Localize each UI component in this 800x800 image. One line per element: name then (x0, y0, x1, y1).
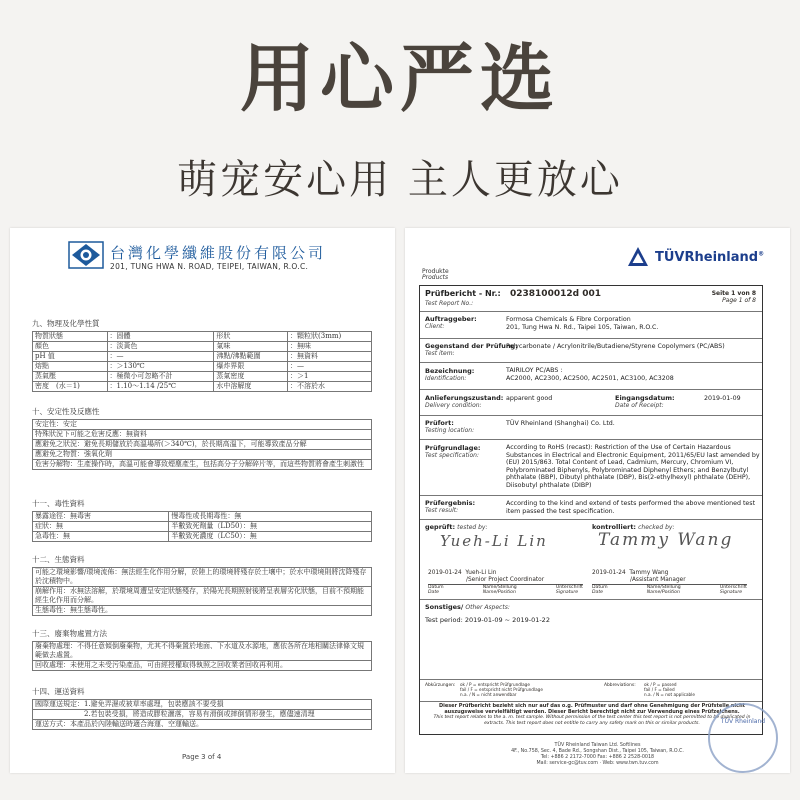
testing-location-row: Prüfort: Testing location: TÜV Rheinland (Shanghai) Co. Ltd. (420, 416, 762, 440)
table-cell: 應避免之物質：強氧化劑 (33, 450, 372, 460)
receipt-date: 2019-01-09 (704, 395, 741, 402)
table-cell: 廢棄物處理：不得任意傾倒廢棄物，尤其不得棄置於地面、下水道及水源地，應依各所在地相關法律條文規範做去處置。 (33, 642, 372, 661)
table-row (33, 532, 372, 542)
table-cell: ：無資料 (288, 352, 372, 362)
table-row (33, 362, 372, 372)
page-info: Seite 1 von 8 Page 1 of 8 (711, 290, 756, 304)
table-row (33, 522, 372, 532)
table-cell: 國際運送規定：1.避免弄濕或被草率處理，包裝應該不要受損 (33, 700, 372, 710)
tested-by-info: 2019-01-24 Yueh-Li Lin /Senior Project Coordinator (428, 570, 545, 583)
table-cell: ：極微小可忽略不計 (107, 372, 214, 382)
section-transport (32, 686, 372, 730)
company-logo-icon (68, 241, 104, 269)
table-cell: 生態毒性：無生態毒性。 (33, 606, 372, 616)
subheadline: 萌宠安心用 主人更放心 (177, 157, 623, 203)
toxicity-table (32, 511, 372, 542)
signature-tested: Yueh-Li Lin (440, 532, 548, 550)
result-row: Prüfergebnis: Test result: According to the kind and extend of tests performed the above mentioned test item passed the test specification. (420, 496, 762, 520)
client-value: Formosa Chemicals & Fibre Corporation 201, Tung Hwa N. Rd., Taipei 105, Taiwan, R.O.C. (506, 316, 659, 331)
section-stability (32, 406, 372, 470)
page-number: Page 3 of 4 (182, 753, 222, 761)
report-number-row: Prüfbericht - Nr.: Test Report No.: 0238100012d 001 Seite 1 von 8 Page 1 of 8 (420, 286, 762, 312)
table-cell: ：顆粒狀(3mm) (288, 332, 372, 342)
table-cell: 症狀：無 (33, 522, 169, 532)
specification-row: Prüfgrundlage: Test specification: According to RoHS (recast): Restriction of the Use of Certain Hazardous Substances in Electrical and Electronic Equipment, 2011/65/EU last amended by (EU) 2015/863. Total Content of Lead, Cadmium, Mercury, Chromium VI, Polybrominated Biphenyls, Polybrominated Diphenyl Ethers; and Benzylbutyl phthalate (BBP), Dibutyl phthalate (DBP), Bis(2-ethylhexyl) phthalate (DEHP), Diisobutyl phthalate (DIBP) (420, 440, 762, 496)
table-cell: 暴露途徑：無毒害 (33, 512, 169, 522)
msds-document (10, 228, 395, 773)
table-row (33, 710, 372, 720)
table-row (33, 568, 372, 587)
transport-table (32, 699, 372, 730)
section-title: 九、物理及化學性質 (32, 319, 100, 328)
table-cell: 崩解作用：水無法溶解，於環境周遭呈安定狀態殘存，於陽光長期照射後將呈表層劣化狀態，目前不預期能經生化作用而分解。 (33, 587, 372, 606)
table-cell: 氣味 (214, 342, 288, 352)
table-row (33, 332, 372, 342)
section-title: 十一、毒性資料 (32, 499, 85, 508)
table-cell: 熔點 (33, 362, 108, 372)
table-cell: 半數致死劑量（LD50）：無 (169, 522, 372, 532)
delivery-row: Anlieferungszustand: Delivery condition: apparent good Eingangsdatum: Date of Receipt: 2019-01-09 (420, 390, 762, 416)
other-aspects-row: Sonstiges/ Other Aspects: Test period: 2019-01-09 ~ 2019-01-22 (420, 600, 762, 680)
table-row (33, 382, 372, 392)
table-row (33, 342, 372, 352)
table-cell: ：＞130℃ (107, 362, 214, 372)
section-title: 十二、生態資料 (32, 555, 85, 564)
delivery-value: apparent good (506, 395, 553, 402)
table-cell: ：固體 (107, 332, 214, 342)
test-report-document (405, 228, 790, 773)
table-row (33, 352, 372, 362)
disclaimer: Dieser Prüfbericht bezieht sich nur auf das o.g. Prüfmuster und darf ohne Genehmigung der Prüfstelle nicht auszugsweise vervielfältigt werden. Dieser Bericht berechtigt nicht zur Verwendung eines Prüfzeichens. This test report relates to the a. m. test sample. Without permission of the test center this test report is not permitted to be duplicated in extracts. This test report does not entitle to carry any safety mark on this or similar products. (433, 703, 751, 726)
physical-properties-table (32, 331, 372, 392)
test-period: Test period: 2019-01-09 ~ 2019-01-22 (425, 616, 550, 624)
section-physical-properties (32, 318, 372, 392)
report-number: 0238100012d 001 (510, 289, 601, 299)
products-label: Produkte Products (422, 268, 449, 281)
table-row (33, 587, 372, 606)
table-cell: ：1.10～1.14 /25℃ (107, 382, 214, 392)
tuv-brand-name: TÜVRheinland® (655, 250, 765, 265)
headline: 用心严选 (240, 36, 560, 122)
table-row (33, 440, 372, 450)
section-title: 十四、運送資料 (32, 687, 85, 696)
identification-row: Bezeichnung: Identification: TAIRILOY PC/ABS : AC2000, AC2300, AC2500, AC2501, AC3100, AC3208 (420, 363, 762, 390)
table-cell: 特殊狀況下可能之危害反應：無資料 (33, 430, 372, 440)
disposal-table (32, 641, 372, 671)
checked-by-info: 2019-01-24 Tammy Wang /Assistant Manager (592, 570, 686, 583)
table-cell: ：無味 (288, 342, 372, 352)
table-cell: pH 值 (33, 352, 108, 362)
signature-row: geprüft: tested by: kontrolliert: checked by: Yueh-Li Lin Tammy Wang 2019-01-24 Yueh-Li Lin /Senior Project Coordinator 2019-01-24 Tammy Wang /Assistant Manager Datum Date Name/Stellung Name/Position Unterschrift Signature Datum Date Name/Stellung Name/Position Unterschrift Signature (420, 520, 762, 600)
table-cell: 沸點/沸點範圍 (214, 352, 288, 362)
table-cell: 密度 (水＝1) (33, 382, 108, 392)
company-address: 201, TUNG HWA N. ROAD, TEIPEI, TAIWAN, R.O.C. (110, 262, 309, 271)
table-cell: 形狀 (214, 332, 288, 342)
table-cell: 危害分解物：生產操作時，高溫可能會導致煙塵產生，包括高分子分解碎片等，而這些物質將會產生刺激性 (33, 460, 372, 470)
testing-location-value: TÜV Rheinland (Shanghai) Co. Ltd. (506, 420, 615, 427)
table-row (33, 512, 372, 522)
table-cell: 顏色 (33, 342, 108, 352)
table-cell: 水中溶解度 (214, 382, 288, 392)
table-row (33, 372, 372, 382)
result-value: According to the kind and extend of tests performed the above mentioned test item passed the test specification. (506, 500, 756, 515)
table-cell: 安定性：安定 (33, 420, 372, 430)
signature-checked: Tammy Wang (598, 530, 734, 550)
test-item-row: Gegenstand der Prüfung: Test item: Polycarbonate / Acrylonitrile/Butadiene/Styrene Copolymers (PC/ABS) (420, 339, 762, 363)
ecology-table (32, 567, 372, 616)
table-cell: ：不溶於水 (288, 382, 372, 392)
table-cell: 蒸氣壓 (33, 372, 108, 382)
table-cell: ：— (107, 352, 214, 362)
table-row (33, 606, 372, 616)
table-cell: 蒸氣密度 (214, 372, 288, 382)
table-row (33, 700, 372, 710)
table-row (33, 720, 372, 730)
table-cell: 急毒性：無 (33, 532, 169, 542)
stability-table (32, 419, 372, 470)
certification-stamp (708, 703, 778, 773)
table-row (33, 420, 372, 430)
table-cell: 物質狀態 (33, 332, 108, 342)
client-row: Auftraggeber: Client: Formosa Chemicals & Fibre Corporation 201, Tung Hwa N. Rd., Taipei 105, Taiwan, R.O.C. (420, 312, 762, 339)
table-row (33, 430, 372, 440)
stamp-label: TÜV Rheinland (720, 718, 766, 725)
table-cell: 爆炸界限 (214, 362, 288, 372)
table-cell: ：— (288, 362, 372, 372)
table-cell: 2.若包裝受損，將造成膠粒灑落，容易有滑倒或摔倒情形發生，應儘速清理 (33, 710, 372, 720)
section-disposal (32, 628, 372, 671)
section-ecology (32, 554, 372, 616)
table-cell: 慢毒性或長期毒性：無 (169, 512, 372, 522)
section-toxicity (32, 498, 372, 542)
table-cell: 可能之環境影響/環境流佈：無法經生化作用分解，於陸上的環境將殘存於土壤中；於水中環境則將沈降殘存於沈積物中。 (33, 568, 372, 587)
identification-value: TAIRILOY PC/ABS : AC2000, AC2300, AC2500, AC2501, AC3100, AC3208 (506, 367, 674, 382)
table-row (33, 642, 372, 661)
table-cell: 運送方式：本產品於內陸輸送時適合海運、空運輸送。 (33, 720, 372, 730)
signature-columns-left: Datum Date Name/Stellung Name/Position Unterschrift Signature (428, 585, 583, 595)
abbreviations-row: Abkürzungen: ok / P = entspricht Prüfgrundlage fail / F = entspricht nicht Prüfgrundlage n.a. / N = nicht anwendbar Abbreviations: ok / P = passed fail / F = failed n.a. / N = not applicable (420, 680, 762, 702)
table-cell: ：＞1 (288, 372, 372, 382)
report-box (419, 285, 763, 735)
section-title: 十、安定性及反應性 (32, 407, 100, 416)
specification-value: According to RoHS (recast): Restriction of the Use of Certain Hazardous Substances in Electrical and Electronic Equipment, 2011/65/EU last amended by (EU) 2015/863. Total Content of Lead, Cadmium, Mercury, Chromium VI, Polybrominated Biphenyls, Polybrominated Diphenyl Ethers; and Benzylbutyl phthalate (BBP), Dibutyl phthalate (DBP), Bis(2-ethylhexyl) phthalate (DEHP), Diisobutyl phthalate (DIBP) (506, 444, 760, 489)
report-footer: TÜV Rheinland Taiwan Ltd. Softlines 4F., No.758, Sec. 4, Bade Rd., Songshan Dist., Taipei 105, Taiwan, R.O.C. Tel: +886 2 2172-7000 Fax: +886 2 2528-0018 Mail: service-gc@tuv.com · Web: www.twn.tuv.com (511, 743, 684, 766)
signature-columns-right: Datum Date Name/Stellung Name/Position Unterschrift Signature (592, 585, 747, 595)
table-cell: 回收處理：未使用之未受污染產品，可由經授權取得執照之回收業者回收再利用。 (33, 661, 372, 671)
table-row (33, 460, 372, 470)
company-name: 台灣化學纖維股份有限公司 (110, 244, 327, 262)
table-cell: 應避免之狀況：避免長期儲放於高溫場所(＞340℃)，於長期高溫下，可能導致產品分解 (33, 440, 372, 450)
test-item-value: Polycarbonate / Acrylonitrile/Butadiene/Styrene Copolymers (PC/ABS) (506, 343, 725, 350)
table-cell: 半數致死濃度（LC50）：無 (169, 532, 372, 542)
table-row (33, 661, 372, 671)
table-row (33, 450, 372, 460)
tuv-triangle-logo-icon (627, 246, 649, 268)
table-cell: ：淡黃色 (107, 342, 214, 352)
section-title: 十三、廢棄物處置方法 (32, 629, 107, 638)
